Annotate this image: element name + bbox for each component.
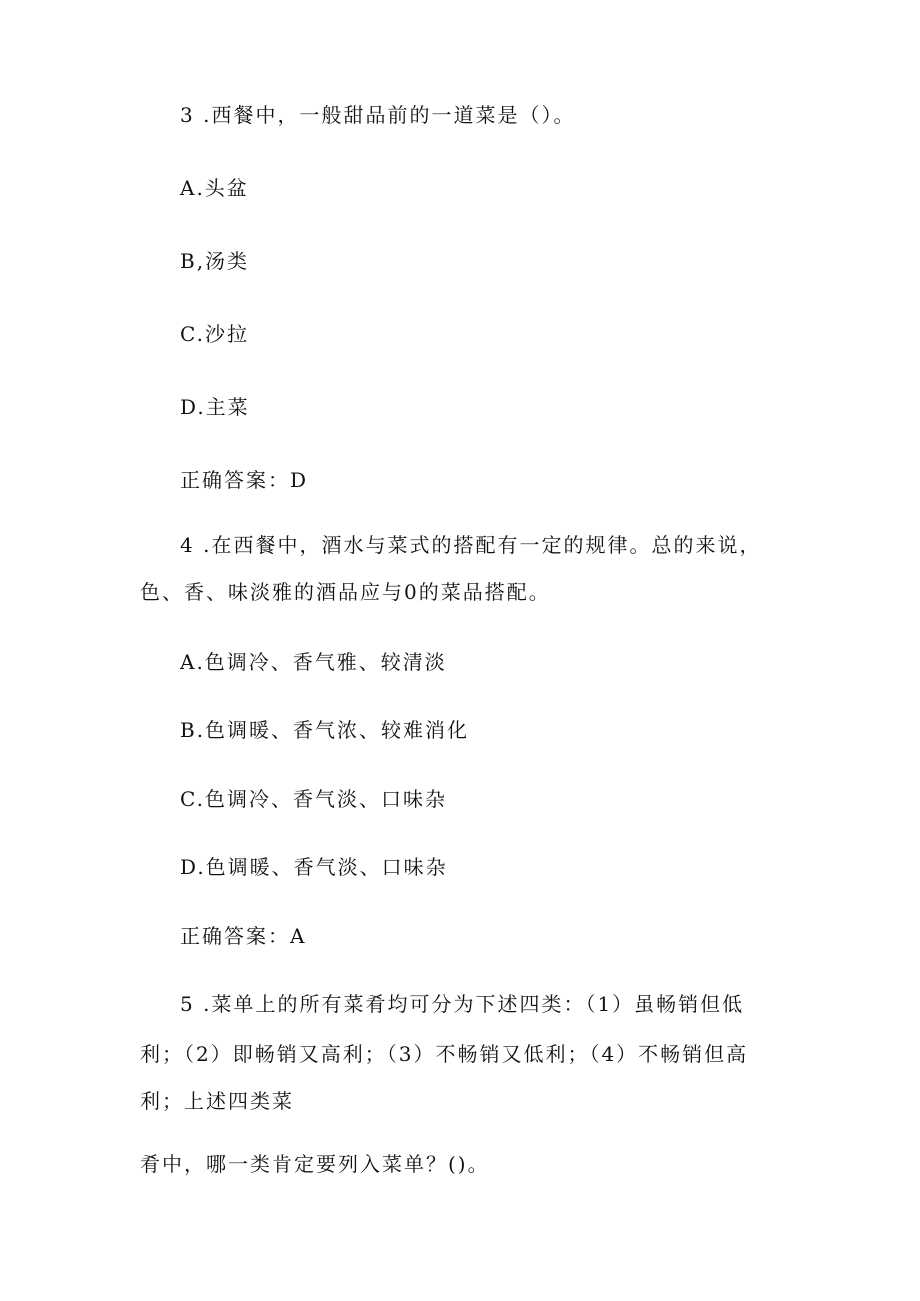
question-3-answer: 正确答案：D	[180, 468, 309, 492]
question-3-option-b: B,汤类	[180, 249, 250, 273]
question-4-option-b: B.色调暖、香气浓、较难消化	[180, 718, 470, 742]
question-3-option-a: A.头盆	[180, 176, 249, 200]
question-5-stem-line-3: 利；上述四类菜	[140, 1089, 294, 1113]
question-4-option-d: D.色调暖、香气淡、口味杂	[180, 855, 448, 879]
question-3-option-d: D.主菜	[180, 395, 250, 419]
question-3-option-c: C.沙拉	[180, 322, 249, 346]
question-4-option-c: C.色调冷、香气淡、口味杂	[180, 787, 447, 811]
question-4-stem-line-1: 4 .在西餐中，酒水与菜式的搭配有一定的规律。总的来说，	[180, 533, 762, 557]
question-4-answer: 正确答案：A	[180, 924, 307, 948]
question-3-stem: 3 .西餐中，一般甜品前的一道菜是（）。	[180, 103, 576, 127]
question-5-stem-line-1: 5 .菜单上的所有菜肴均可分为下述四类：（1）虽畅销但低	[180, 992, 745, 1016]
question-5-stem-line-2: 利；（2）即畅销又高利；（3）不畅销又低利；（4）不畅销但高	[140, 1042, 749, 1066]
question-4-stem-line-2: 色、香、味淡雅的酒品应与0的菜品搭配。	[140, 580, 551, 604]
question-5-stem-line-4: 肴中，哪一类肯定要列入菜单？()。	[140, 1152, 490, 1176]
question-4-option-a: A.色调冷、香气雅、较清淡	[180, 650, 447, 674]
